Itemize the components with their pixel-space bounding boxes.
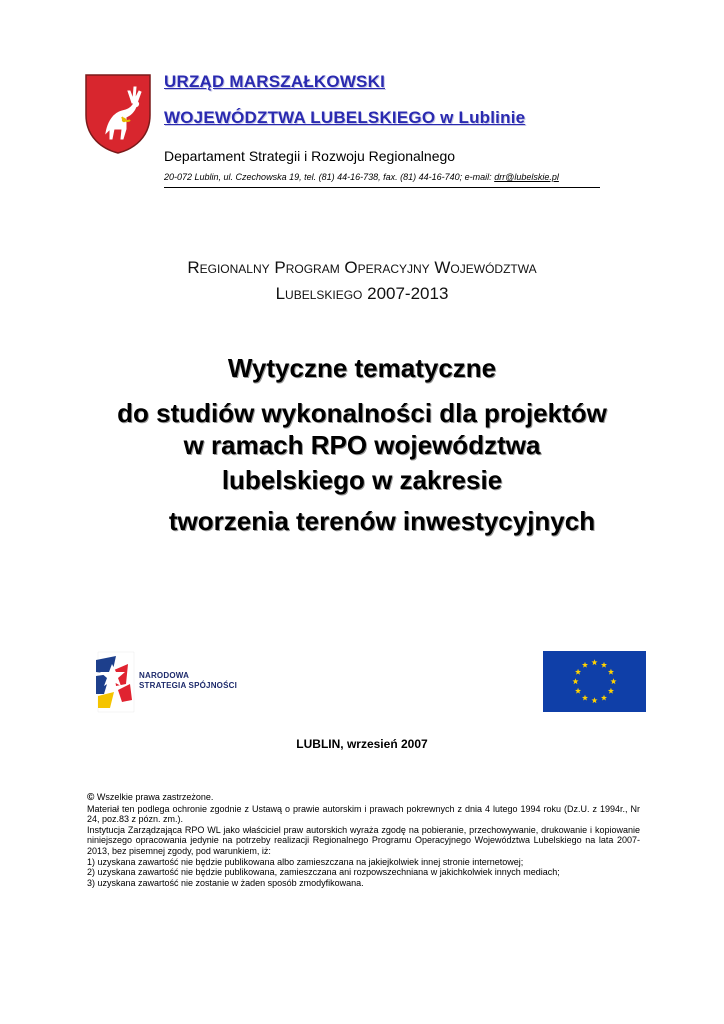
nss-logo-text	[139, 671, 237, 691]
document-title-line5: tworzenia terenów inwestycyjnych	[168, 506, 596, 536]
email-link[interactable]: drr@lubelskie.pl	[494, 172, 559, 182]
eu-flag-icon	[543, 651, 646, 712]
document-title-line1: Wytyczne tematyczne	[227, 353, 497, 383]
legal-condition-2: 2) uzyskana zawartość nie będzie publikowana, zamieszczana ani rozpowszechniana w jakichkolwiek innych mediach;	[87, 867, 560, 878]
rights-reserved: Wszelkie prawa zastrzeżone.	[94, 792, 214, 802]
document-title-line4: lubelskiego w zakresie	[221, 465, 503, 495]
org-name-line2: WOJEWÓDZTWA LUBELSKIEGO w Lublinie	[164, 108, 526, 127]
address-text: 20-072 Lublin, ul. Czechowska 19, tel. (81) 44-16-738, fax. (81) 44-16-740; e-mail:	[164, 172, 495, 182]
legal-paragraph-2: Instytucja Zarządzająca RPO WL jako właściciel praw autorskich wyraża zgodę na pobieranie, przechowywanie, drukowanie i kopiowanie niniejszego opracowania jedynie na potrzeby realizacji Regionalnego Programu Operacyjnego Województwa Lubelskiego na lata 2007-2013, bez pisemnej zgody, pod warunkiem, iż:	[87, 824, 640, 856]
copyright-notice	[87, 792, 640, 888]
legal-condition-1: 1) uzyskana zawartość nie będzie publikowana albo zamieszczana na jakiejkolwiek innej stronie internetowej;	[87, 856, 524, 867]
copyright-line	[87, 792, 640, 804]
legal-condition-3: 3) uzyskana zawartość nie zostanie w żaden sposób zmodyfikowana.	[87, 877, 364, 888]
nss-line2: STRATEGIA SPÓJNOŚCI	[139, 681, 238, 690]
legal-paragraph-1: Materiał ten podlega ochronie zgodnie z Ustawą o prawie autorskim i prawach pokrewnych z dnia 4 lutego 1994 roku (Dz.U. z 1994r., Nr 24, poz.83 z pózn. zm.).	[87, 803, 640, 825]
nss-line1: NARODOWA	[139, 671, 190, 680]
date-location: LUBLIN, wrzesień 2007	[296, 737, 428, 751]
document-title-line2: do studiów wykonalności dla projektów	[117, 398, 607, 428]
department-name: Departament Strategii i Rozwoju Regionalnego	[164, 148, 456, 164]
document-title-line3: w ramach RPO województwa	[183, 430, 541, 460]
copyright-icon: ©	[87, 792, 95, 803]
contact-address	[164, 172, 559, 182]
lublin-deer-coat-of-arms-icon	[84, 73, 152, 155]
header-divider	[164, 187, 600, 188]
program-title-line1: Regionalny Program Operacyjny Województwa	[187, 258, 537, 277]
org-name-line1: URZĄD MARSZAŁKOWSKI	[164, 72, 385, 91]
program-title-line2: Lubelskiego 2007-2013	[275, 284, 449, 303]
